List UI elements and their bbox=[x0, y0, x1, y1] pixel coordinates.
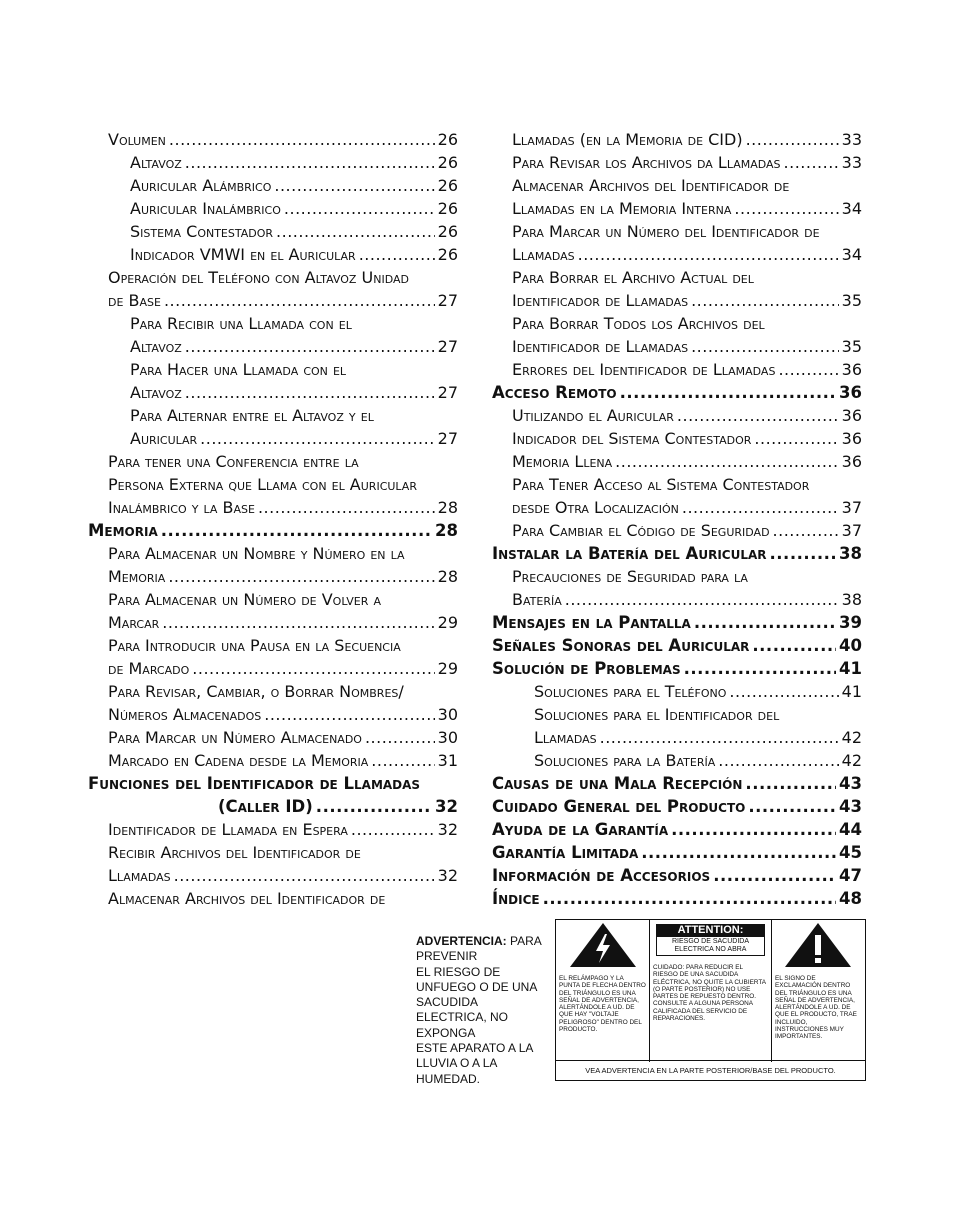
toc-entry-title: Llamadas bbox=[108, 866, 171, 885]
toc-page-number: 44 bbox=[839, 820, 862, 839]
toc-entry bbox=[492, 427, 862, 450]
toc-entry bbox=[88, 864, 458, 887]
toc-page-number: 32 bbox=[435, 797, 458, 816]
toc-entry bbox=[492, 887, 862, 910]
toc-page-number: 33 bbox=[841, 153, 862, 172]
toc-entry-title: Altavoz bbox=[130, 337, 182, 356]
toc-page-number: 34 bbox=[841, 245, 862, 264]
toc-entry bbox=[492, 404, 862, 427]
toc-entry bbox=[492, 703, 862, 726]
toc-page-number: 35 bbox=[841, 291, 862, 310]
toc-entry bbox=[492, 381, 862, 404]
toc-leader-dots bbox=[168, 565, 434, 588]
toc-entry bbox=[492, 772, 862, 795]
toc-entry-title: Recibir Archivos del Identificador de bbox=[108, 843, 361, 862]
toc-entry-title: Garantía Limitada bbox=[492, 843, 639, 862]
toc-entry bbox=[88, 220, 458, 243]
toc-entry-title: Almacenar Archivos del Identificador de bbox=[108, 889, 386, 908]
toc-page-number: 30 bbox=[437, 705, 458, 724]
toc-leader-dots bbox=[754, 427, 838, 450]
toc-leader-dots bbox=[185, 335, 435, 358]
attention-subtitle bbox=[656, 937, 765, 956]
toc-entry-title: Memoria bbox=[108, 567, 166, 586]
toc-page-number: 39 bbox=[839, 613, 862, 632]
toc-entry-title: Identificador de Llamadas bbox=[512, 291, 689, 310]
toc-page-number: 30 bbox=[437, 728, 458, 747]
safety-label-box bbox=[555, 919, 866, 1081]
attention-cell bbox=[650, 920, 772, 1062]
toc-entry bbox=[492, 473, 862, 496]
toc-page-number: 40 bbox=[839, 636, 862, 655]
toc-entry-title: Inalámbrico y la Base bbox=[108, 498, 255, 517]
toc-entry bbox=[492, 818, 862, 841]
toc-entry bbox=[88, 128, 458, 151]
toc-leader-dots bbox=[778, 358, 838, 381]
toc-leader-dots bbox=[274, 174, 434, 197]
toc-page-number: 47 bbox=[839, 866, 862, 885]
toc-page-number: 28 bbox=[437, 498, 458, 517]
toc-entry-title: Cuidado General del Producto bbox=[492, 797, 746, 816]
toc-entry bbox=[88, 473, 458, 496]
toc-entry bbox=[492, 841, 862, 864]
toc-entry-title: Para Recibir una Llamada con el bbox=[130, 314, 352, 333]
toc-page-number: 38 bbox=[839, 544, 862, 563]
toc-entry bbox=[88, 358, 458, 381]
lightning-description: EL RELÁMPAGO Y LA PUNTA DE FLECHA DENTRO DEL TRIÁNGULO ES UNA SEÑAL DE ADVERTENCIA, ALERTÁNDOLE A UD. DE QUE HAY "VOLTAJE PELIGROSO" DENTRO DEL PRODUCTO. bbox=[559, 975, 646, 1034]
toc-entry-title: Acceso Remoto bbox=[492, 383, 617, 402]
toc-entry-title: Indicador del Sistema Contestador bbox=[512, 429, 752, 448]
toc-leader-dots bbox=[365, 726, 435, 749]
toc-page-number: 41 bbox=[839, 659, 862, 678]
toc-entry bbox=[88, 289, 458, 312]
toc-entry bbox=[88, 266, 458, 289]
toc-entry bbox=[88, 335, 458, 358]
lightning-triangle-icon bbox=[556, 920, 650, 970]
toc-page-number: 38 bbox=[841, 590, 862, 609]
toc-page-number: 29 bbox=[437, 659, 458, 678]
toc-leader-dots bbox=[164, 289, 435, 312]
toc-leader-dots bbox=[691, 289, 839, 312]
toc-entry-title: Para Tener Acceso al Sistema Contestador bbox=[512, 475, 810, 494]
toc-entry-title: Índice bbox=[492, 889, 540, 908]
toc-entry bbox=[88, 151, 458, 174]
toc-entry-title: Auricular Alámbrico bbox=[130, 176, 272, 195]
toc-entry bbox=[88, 312, 458, 335]
toc-entry-title: Utilizando el Auricular bbox=[512, 406, 674, 425]
toc-entry bbox=[492, 243, 862, 266]
toc-page-number: 26 bbox=[437, 245, 458, 264]
toc-entry bbox=[492, 197, 862, 220]
toc-leader-dots bbox=[770, 542, 837, 565]
attention-subtitle-line: RIESGO DE SACUDIDA bbox=[671, 938, 749, 945]
toc-entry bbox=[88, 243, 458, 266]
toc-entry bbox=[492, 864, 862, 887]
toc-entry-title: Mensajes en la Pantalla bbox=[492, 613, 691, 632]
toc-entry bbox=[492, 266, 862, 289]
toc-entry-title: Soluciones para el Identificador del bbox=[534, 705, 780, 724]
toc-leader-dots bbox=[543, 887, 836, 910]
label-footer: VEA ADVERTENCIA EN LA PARTE POSTERIOR/BASE DEL PRODUCTO. bbox=[556, 1060, 865, 1080]
toc-leader-dots bbox=[351, 818, 435, 841]
toc-entry bbox=[88, 703, 458, 726]
toc-entry bbox=[88, 887, 458, 910]
toc-leader-dots bbox=[694, 611, 836, 634]
toc-entry-title: Para Borrar el Archivo Actual del bbox=[512, 268, 754, 287]
toc-entry bbox=[88, 542, 458, 565]
toc-entry-title: Sistema Contestador bbox=[130, 222, 274, 241]
toc-entry-title: de Marcado bbox=[108, 659, 190, 678]
toc-right-column bbox=[492, 128, 862, 910]
toc-entry bbox=[88, 818, 458, 841]
warning-line: EXPONGA bbox=[416, 1025, 476, 1040]
toc-entry-title: Para Alternar entre el Altavoz y el bbox=[130, 406, 374, 425]
toc-leader-dots bbox=[671, 818, 836, 841]
toc-entry-title: Causas de una Mala Recepción bbox=[492, 774, 743, 793]
toc-entry-title: Para tener una Conferencia entre la bbox=[108, 452, 359, 471]
attention-title: ATTENTION: bbox=[656, 924, 765, 937]
toc-leader-dots bbox=[316, 795, 432, 818]
toc-leader-dots bbox=[185, 381, 435, 404]
toc-leader-dots bbox=[746, 128, 839, 151]
toc-page-number: 29 bbox=[437, 613, 458, 632]
toc-page-number: 27 bbox=[437, 337, 458, 356]
toc-page-number: 37 bbox=[841, 521, 862, 540]
toc-entry bbox=[88, 841, 458, 864]
toc-entry-title: Solución de Problemas bbox=[492, 659, 681, 678]
toc-entry-title: Identificador de Llamada en Espera bbox=[108, 820, 348, 839]
toc-entry-title: Para Cambiar el Código de Seguridad bbox=[512, 521, 770, 540]
warning-text bbox=[416, 934, 556, 1087]
toc-entry bbox=[492, 358, 862, 381]
toc-page-number: 35 bbox=[841, 337, 862, 356]
toc-entry-title: Soluciones para el Teléfono bbox=[534, 682, 727, 701]
toc-leader-dots bbox=[718, 749, 838, 772]
toc-entry bbox=[88, 749, 458, 772]
toc-entry bbox=[492, 680, 862, 703]
toc-entry-title: Llamadas (en la Memoria de CID) bbox=[512, 130, 743, 149]
toc-entry-title: Llamadas bbox=[512, 245, 575, 264]
toc-leader-dots bbox=[264, 703, 434, 726]
toc-entry bbox=[88, 680, 458, 703]
toc-entry bbox=[492, 312, 862, 335]
toc-entry bbox=[88, 450, 458, 473]
toc-leader-dots bbox=[713, 864, 836, 887]
warning-line: SACUDIDA bbox=[416, 995, 479, 1010]
toc-page-number: 36 bbox=[841, 360, 862, 379]
toc-entry-title: Llamadas en la Memoria Interna bbox=[512, 199, 732, 218]
toc-entry bbox=[492, 335, 862, 358]
toc-entry-title: Volumen bbox=[108, 130, 166, 149]
toc-entry bbox=[492, 496, 862, 519]
toc-entry-title: Llamadas bbox=[534, 728, 597, 747]
toc-entry bbox=[492, 220, 862, 243]
toc-entry bbox=[492, 289, 862, 312]
lightning-cell bbox=[556, 920, 650, 1062]
toc-leader-dots bbox=[258, 496, 435, 519]
toc-page-number: 32 bbox=[437, 820, 458, 839]
toc-entry-title: Para Almacenar un Número de Volver a bbox=[108, 590, 381, 609]
toc-entry-title: Auricular Inalámbrico bbox=[130, 199, 281, 218]
toc-leader-dots bbox=[784, 151, 839, 174]
toc-entry-title: Funciones del Identificador de Llamadas bbox=[88, 774, 421, 793]
toc-entry-title: Errores del Identificador de Llamadas bbox=[512, 360, 776, 379]
toc-leader-dots bbox=[192, 657, 434, 680]
toc-leader-dots bbox=[748, 795, 836, 818]
toc-entry-title: Auricular bbox=[130, 429, 198, 448]
toc-entry-title: Altavoz bbox=[130, 383, 182, 402]
attention-subtitle-line: ELECTRICA NO ABRA bbox=[674, 946, 747, 953]
warning-line: EL RIESGO DE bbox=[416, 964, 501, 979]
toc-leader-dots bbox=[677, 404, 839, 427]
warning-line: PREVENIR bbox=[416, 949, 478, 964]
toc-entry-title: Para Almacenar un Nombre y Número en la bbox=[108, 544, 405, 563]
warning-line: LLUVIA O A LA bbox=[416, 1056, 498, 1071]
toc-entry bbox=[492, 542, 862, 565]
toc-entry bbox=[88, 657, 458, 680]
toc-page-number: 48 bbox=[839, 889, 862, 908]
toc-page-number: 31 bbox=[437, 751, 458, 770]
toc-entry-title: desde Otra Localización bbox=[512, 498, 679, 517]
toc-leader-dots bbox=[200, 427, 434, 450]
toc-entry-title: Identificador de Llamadas bbox=[512, 337, 689, 356]
toc-entry-title: Memoria Llena bbox=[512, 452, 613, 471]
toc-entry-title: Para Marcar un Número Almacenado bbox=[108, 728, 362, 747]
toc-leader-dots bbox=[284, 197, 435, 220]
toc-entry-title: Operación del Teléfono con Altavoz Unidad bbox=[108, 268, 409, 287]
toc-page-number: 26 bbox=[437, 153, 458, 172]
toc-entry-title: Para Revisar los Archivos da Llamadas bbox=[512, 153, 781, 172]
toc-page-number: 43 bbox=[839, 797, 862, 816]
toc-page-number: 27 bbox=[437, 383, 458, 402]
warning-heading: ADVERTENCIA: bbox=[416, 934, 507, 948]
toc-entry bbox=[88, 772, 458, 795]
toc-entry bbox=[492, 611, 862, 634]
toc-leader-dots bbox=[185, 151, 435, 174]
toc-leader-dots bbox=[174, 864, 435, 887]
toc-leader-dots bbox=[729, 680, 838, 703]
toc-page-number: 41 bbox=[841, 682, 862, 701]
toc-entry bbox=[492, 151, 862, 174]
toc-page-number: 36 bbox=[839, 383, 862, 402]
toc-entry bbox=[492, 657, 862, 680]
toc-leader-dots bbox=[691, 335, 839, 358]
toc-entry bbox=[88, 174, 458, 197]
toc-page-number: 26 bbox=[437, 199, 458, 218]
toc-leader-dots bbox=[734, 197, 838, 220]
toc-entry-title: Señales Sonoras del Auricular bbox=[492, 636, 750, 655]
toc-entry bbox=[492, 795, 862, 818]
toc-page-number: 32 bbox=[437, 866, 458, 885]
toc-leader-dots bbox=[169, 128, 435, 151]
toc-leader-dots bbox=[773, 519, 839, 542]
toc-page-number: 42 bbox=[841, 728, 862, 747]
toc-page-number: 26 bbox=[437, 222, 458, 241]
toc-entry-title: Información de Accesorios bbox=[492, 866, 711, 885]
exclamation-cell bbox=[772, 920, 864, 1062]
toc-entry bbox=[88, 496, 458, 519]
warning-line: PARA bbox=[510, 934, 542, 948]
toc-entry-title: Soluciones para la Batería bbox=[534, 751, 716, 770]
toc-leader-dots bbox=[565, 588, 839, 611]
warning-line: ELECTRICA, NO bbox=[416, 1010, 509, 1025]
toc-page-number: 26 bbox=[437, 130, 458, 149]
toc-page-number: 37 bbox=[841, 498, 862, 517]
toc-entry-title: Almacenar Archivos del Identificador de bbox=[512, 176, 790, 195]
toc-page-number: 27 bbox=[437, 291, 458, 310]
toc-entry bbox=[88, 634, 458, 657]
toc-entry bbox=[88, 197, 458, 220]
toc-leader-dots bbox=[371, 749, 434, 772]
toc-entry bbox=[88, 611, 458, 634]
toc-entry bbox=[492, 519, 862, 542]
toc-page-number: 26 bbox=[437, 176, 458, 195]
toc-leader-dots bbox=[162, 611, 434, 634]
toc-entry bbox=[88, 519, 458, 542]
toc-entry bbox=[492, 634, 862, 657]
toc-entry-title: Memoria bbox=[88, 521, 158, 540]
toc-leader-dots bbox=[600, 726, 839, 749]
toc-page-number: 36 bbox=[841, 452, 862, 471]
toc-page-number: 34 bbox=[841, 199, 862, 218]
exclamation-description: EL SIGNO DE EXCLAMACIÓN DENTRO DEL TRIÁNGULO ES UNA SEÑAL DE ADVERTENCIA, ALERTÁNDOLE A UD. DE QUE EL PRODUCTO, TRAE INCLUIDO, INSTRUCCIONES MUY IMPORTANTES. bbox=[775, 975, 857, 1041]
toc-leader-dots bbox=[684, 657, 836, 680]
toc-entry-title: Batería bbox=[512, 590, 562, 609]
caution-description: CUIDADO: PARA REDUCIR EL RIESGO DE UNA SACUDIDA ELÉCTRICA, NO QUITE LA CUBIERTA (O PARTE POSTERIOR) NO USE PARTES DE REPUESTO DENTRO. CONSULTE A ALGUNA PERSONA CALIFICADA DEL SERVICIO DE REPARACIONES. bbox=[653, 964, 766, 1023]
toc-page-number: 28 bbox=[437, 567, 458, 586]
toc-leader-dots bbox=[359, 243, 435, 266]
toc-entry-title: Precauciones de Seguridad para la bbox=[512, 567, 748, 586]
toc-entry bbox=[88, 381, 458, 404]
toc-page-number: 27 bbox=[437, 429, 458, 448]
toc-leader-dots bbox=[161, 519, 432, 542]
warning-line: HUMEDAD. bbox=[416, 1071, 481, 1086]
toc-entry bbox=[492, 174, 862, 197]
toc-left-column bbox=[88, 128, 458, 910]
toc-entry-title: Números Almacenados bbox=[108, 705, 262, 724]
toc-leader-dots bbox=[641, 841, 836, 864]
toc-entry bbox=[492, 726, 862, 749]
toc-entry bbox=[492, 565, 862, 588]
exclamation-triangle-icon bbox=[772, 920, 864, 970]
toc-page-number: 28 bbox=[435, 521, 458, 540]
toc-entry-title: Marcar bbox=[108, 613, 160, 632]
toc-entry-title: Para Marcar un Número del Identificador de bbox=[512, 222, 820, 241]
toc-entry-title: de Base bbox=[108, 291, 161, 310]
toc-entry bbox=[88, 795, 458, 818]
toc-leader-dots bbox=[745, 772, 836, 795]
toc-entry bbox=[88, 404, 458, 427]
toc-entry-title: Indicador VMWI en el Auricular bbox=[130, 245, 356, 264]
toc-page-number: 36 bbox=[841, 429, 862, 448]
toc-entry-title: (Caller ID) bbox=[218, 797, 313, 816]
toc-page-number: 36 bbox=[841, 406, 862, 425]
toc-entry-title: Instalar la Batería del Auricular bbox=[492, 544, 767, 563]
toc-entry-title: Marcado en Cadena desde la Memoria bbox=[108, 751, 369, 770]
toc-entry bbox=[492, 588, 862, 611]
toc-entry bbox=[88, 565, 458, 588]
toc-page-number: 43 bbox=[839, 774, 862, 793]
toc-entry-title: Para Revisar, Cambiar, o Borrar Nombres/ bbox=[108, 682, 404, 701]
toc-leader-dots bbox=[276, 220, 435, 243]
toc-page-number: 45 bbox=[839, 843, 862, 862]
toc-entry bbox=[88, 726, 458, 749]
toc-page-number: 33 bbox=[841, 130, 862, 149]
toc-entry-title: Para Borrar Todos los Archivos del bbox=[512, 314, 765, 333]
toc-entry bbox=[88, 427, 458, 450]
warning-line: UNFUEGO O DE UNA bbox=[416, 979, 538, 994]
toc-leader-dots bbox=[615, 450, 838, 473]
toc-entry bbox=[492, 450, 862, 473]
toc-entry-title: Para Introducir una Pausa en la Secuencia bbox=[108, 636, 401, 655]
toc-entry bbox=[492, 128, 862, 151]
toc-leader-dots bbox=[752, 634, 836, 657]
toc-entry-title: Altavoz bbox=[130, 153, 182, 172]
toc-leader-dots bbox=[620, 381, 836, 404]
toc-entry-title: Persona Externa que Llama con el Auricular bbox=[108, 475, 417, 494]
warning-line: ESTE APARATO A LA bbox=[416, 1041, 534, 1056]
toc-entry-title: Para Hacer una Llamada con el bbox=[130, 360, 347, 379]
toc-entry-title: Ayuda de la Garantía bbox=[492, 820, 669, 839]
toc-page-number: 42 bbox=[841, 751, 862, 770]
toc-entry bbox=[88, 588, 458, 611]
toc-leader-dots bbox=[682, 496, 839, 519]
toc-entry bbox=[492, 749, 862, 772]
toc-leader-dots bbox=[578, 243, 839, 266]
